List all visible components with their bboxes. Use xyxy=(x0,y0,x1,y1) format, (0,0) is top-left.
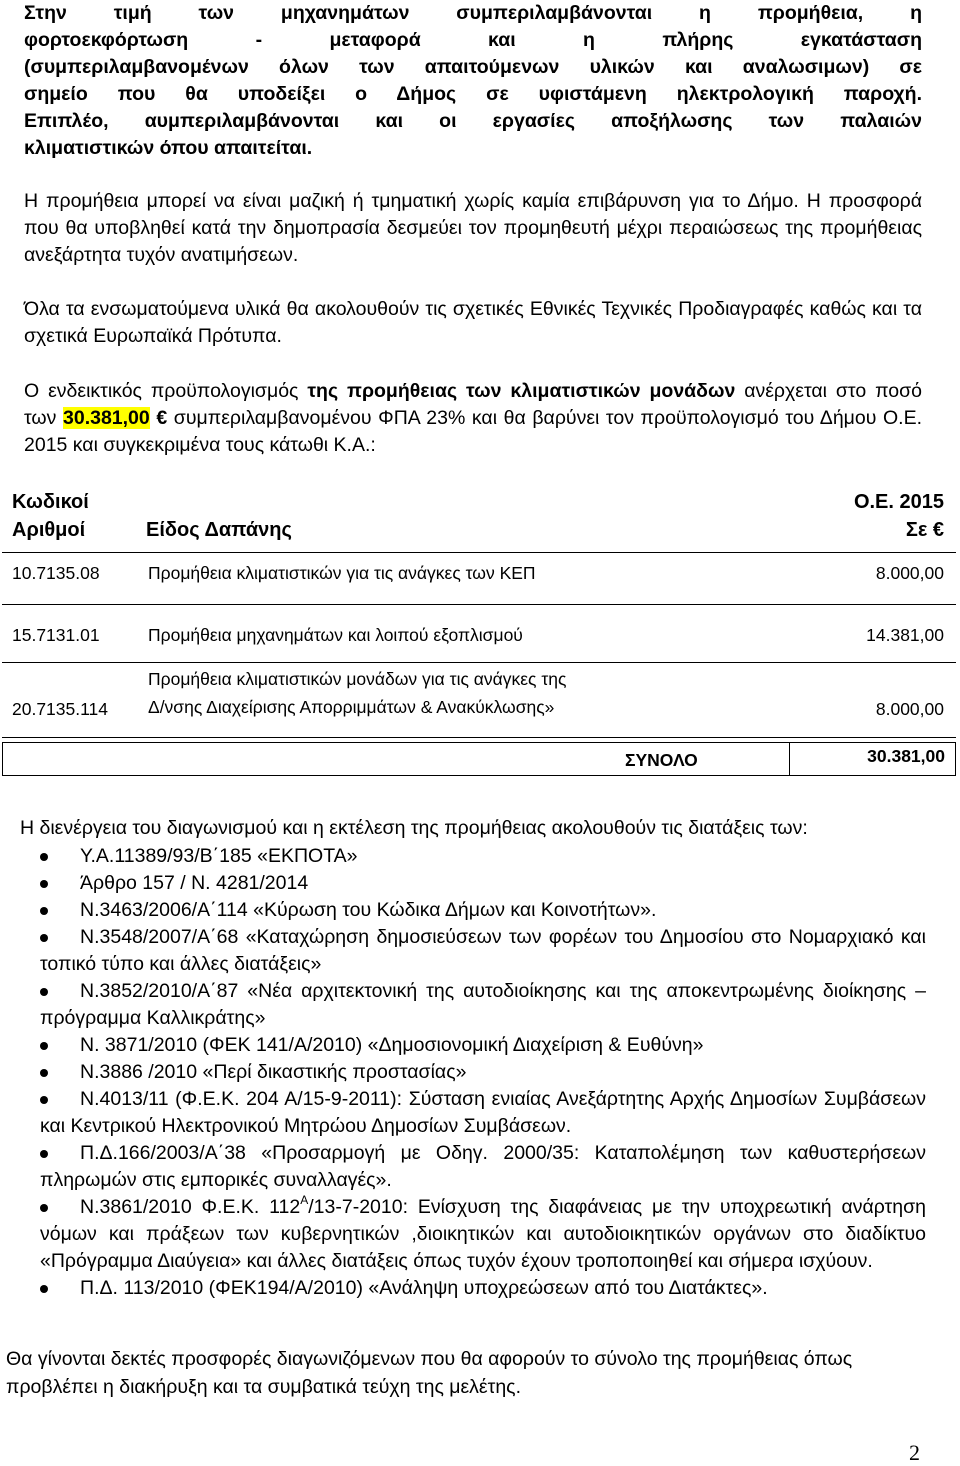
header-code xyxy=(12,488,89,544)
row-amount: 14.381,00 xyxy=(866,625,944,645)
list-item xyxy=(40,1086,926,1140)
bullet-icon xyxy=(40,1069,48,1077)
list-item xyxy=(40,1275,926,1302)
bullet-icon xyxy=(40,1042,48,1050)
paragraph-budget xyxy=(24,378,922,459)
paragraph-line: Επιπλέο, αυμπεριλαμβάνονται και οι εργασίες αποξήλωσης των παλαιών xyxy=(24,110,922,132)
list-item xyxy=(40,870,926,897)
law-superscript: Α xyxy=(300,1193,309,1207)
bullet-icon xyxy=(40,880,48,888)
row-code: 15.7131.01 xyxy=(12,625,100,645)
list-item xyxy=(40,1059,926,1086)
row-amount: 8.000,00 xyxy=(875,699,944,719)
budget-text-start: Ο ενδεικτικός προϋπολογισμός xyxy=(24,380,308,402)
table-row xyxy=(2,662,956,738)
paragraph-line: σημείο που θα υποδείξει ο Δήμος σε υφιστάμενη ηλεκτρολογική παροχή. xyxy=(24,83,922,105)
bullet-icon xyxy=(40,1096,48,1104)
laws-list xyxy=(40,843,926,1302)
bullet-icon xyxy=(40,1285,48,1293)
bullet-icon xyxy=(40,1150,48,1158)
table-row xyxy=(2,604,956,663)
law-text: Π.Δ.166/2003/Α΄38 «Προσαρμογή με Οδηγ. 2000/35: Καταπολέμηση των καθυστερήσεων πληρωμών στις εμπορικές συναλλαγές». xyxy=(40,1142,926,1191)
list-item xyxy=(40,1194,926,1275)
header-amount-label: Σε xyxy=(905,519,928,541)
paragraph-standards: Όλα τα ενσωματούμενα υλικά θα ακολουθούν τις σχετικές Εθνικές Τεχνικές Προδιαγραφές καθώς και τα σχετικά Ευρωπαϊκά Πρότυπα. xyxy=(24,298,922,347)
bullet-icon xyxy=(40,988,48,996)
bullet-icon xyxy=(40,907,48,915)
row-code: 20.7135.114 xyxy=(12,699,109,719)
list-item xyxy=(40,1140,926,1194)
law-text-continued: /13-7-2010: Ενίσχυση της διαφάνειας με την υποχρεωτική ανάρτηση νόμων και πράξεων των κυβερνητικών ,διοικητικών και αυτοδιοικητικών οργάνων στο διαδίκτυο «Πρόγραμμα Διαύγεια» και άλλες διατάξεις όπως τυχόν έχουν τροποποιηθεί και σήμερα ισχύουν. xyxy=(40,1196,926,1272)
row-description: Προμήθεια κλιματιστικών για τις ανάγκες των ΚΕΠ xyxy=(148,563,536,583)
row-code: 10.7135.08 xyxy=(12,563,100,583)
list-item xyxy=(40,924,926,978)
budget-text-mid: ανέρχεται στο ποσό των xyxy=(24,380,922,429)
law-text: Ν.4013/11 (Φ.Ε.Κ. 204 Α/15-9-2011): Σύσταση ενιαίας Ανεξάρτητης Αρχής Δημοσίων Συμβάσεων και Κεντρικού Ηλεκτρονικού Μητρώου Δημοσίων Συμβάσεων. xyxy=(40,1088,926,1137)
law-text: Ν. 3871/2010 (ΦΕΚ 141/Α/2010) «Δημοσιονομική Διαχείριση & Ευθύνη» xyxy=(80,1034,704,1056)
bullet-icon xyxy=(40,853,48,861)
budget-text-end: συμπεριλαμβανομένου ΦΠΑ 23% και θα βαρύνει τον προϋπολογισμό του Δήμου Ο.Ε. 2015 και συγκεκριμένα τους κάτωθι Κ.Α.: xyxy=(24,407,923,456)
closing-paragraph: Θα γίνονται δεκτές προσφορές διαγωνιζόμενων που θα αφορούν το σύνολο της προμήθειας όπως προβλέπει η διακήρυξη και τα συμβατικά τεύχη της μελέτης. xyxy=(6,1348,853,1398)
row-description: Προμήθεια μηχανημάτων και λοιπού εξοπλισμού xyxy=(148,625,523,645)
law-text: Π.Δ. 113/2010 (ΦΕΚ194/Α/2010) «Ανάληψη υποχρεώσεων από του Διατάκτες». xyxy=(80,1277,768,1299)
row-description-line1: Προμήθεια κλιματιστικών μονάδων για τις ανάγκες της xyxy=(148,669,567,689)
header-code-line1: Κωδικοί xyxy=(12,491,89,513)
bullet-icon xyxy=(40,1204,48,1212)
total-divider xyxy=(789,743,790,776)
bullet-icon xyxy=(40,934,48,942)
header-description: Είδος Δαπάνης xyxy=(146,519,292,541)
budget-amount: 30.381,00 xyxy=(63,407,150,429)
total-row xyxy=(2,742,956,776)
law-text: Ν.3886 /2010 «Περί δικαστικής προστασίας» xyxy=(80,1061,467,1083)
header-amount-line1: Ο.Ε. 2015 xyxy=(853,491,944,513)
euro-icon: € xyxy=(156,407,168,429)
law-text: Ν.3548/2007/Α΄68 «Καταχώρηση δημοσιεύσεων των φορέων του Δημοσίου στο Νομαρχιακό και τοπικό τύπο και άλλες διατάξεις» xyxy=(40,926,926,975)
header-amount-line2 xyxy=(854,516,944,544)
list-item xyxy=(40,843,926,870)
budget-subject: της προμήθειας των κλιματιστικών μονάδων xyxy=(307,380,736,402)
law-text: Ν.3861/2010 Φ.Ε.Κ. 112 xyxy=(80,1196,301,1218)
total-amount: 30.381,00 xyxy=(867,746,945,766)
law-text: Ν.3852/2010/Α΄87 «Νέα αρχιτεκτονική της αυτοδιοίκησης και της αποκεντρωμένης διοίκησης – πρόγραμμα Καλλικράτης» xyxy=(40,980,926,1029)
page-number: 2 xyxy=(909,1440,920,1465)
law-text: Υ.Α.11389/93/Β΄185 «ΕΚΠΟΤΑ» xyxy=(80,845,358,867)
paragraph-line: φορτοεκφόρτωση - μεταφορά και η πλήρης εγκατάσταση xyxy=(24,29,922,51)
budget-table xyxy=(12,480,956,786)
paragraph-delivery: Η προμήθεια μπορεί να είναι μαζική ή τμηματική χωρίς καμία επιβάρυνση για το Δήμο. Η προσφορά που θα υποβληθεί κατά την δημοπρασία δεσμεύει τον προμηθευτή μέχρι περαιώσεως της προμήθειας ανεξάρτητα τυχόν ανατιμήσεων. xyxy=(24,190,922,266)
list-item xyxy=(40,1032,926,1059)
row-amount: 8.000,00 xyxy=(875,563,944,583)
paragraph-scope xyxy=(24,0,922,162)
table-row xyxy=(2,552,956,605)
paragraph-line: κλιματιστικών όπου απαιτείται. xyxy=(24,137,313,159)
paragraph-line: Στην τιμή των μηχανημάτων συμπεριλαμβάνονται η προμήθεια, η xyxy=(24,2,922,24)
law-text: Άρθρο 157 / Ν. 4281/2014 xyxy=(80,872,309,894)
total-label: ΣΥΝΟΛΟ xyxy=(625,750,698,770)
paragraph-line: (συμπεριλαμβανομένων όλων των απαιτούμενων υλικών και αναλωσιμων) σε xyxy=(24,56,922,78)
header-amount xyxy=(854,488,944,544)
header-code-line2: Αριθμοί xyxy=(12,519,86,541)
laws-intro: Η διενέργεια του διαγωνισμού και η εκτέλεση της προμήθειας ακολουθούν τις διατάξεις των: xyxy=(20,817,808,839)
row-description-line2: Δ/νσης Διαχείρισης Απορριμμάτων & Ανακύκλωσης» xyxy=(148,697,555,717)
list-item xyxy=(40,897,926,924)
law-text: Ν.3463/2006/Α΄114 «Κύρωση του Κώδικα Δήμων και Κοινοτήτων». xyxy=(80,899,657,921)
euro-icon: € xyxy=(932,519,944,541)
list-item xyxy=(40,978,926,1032)
